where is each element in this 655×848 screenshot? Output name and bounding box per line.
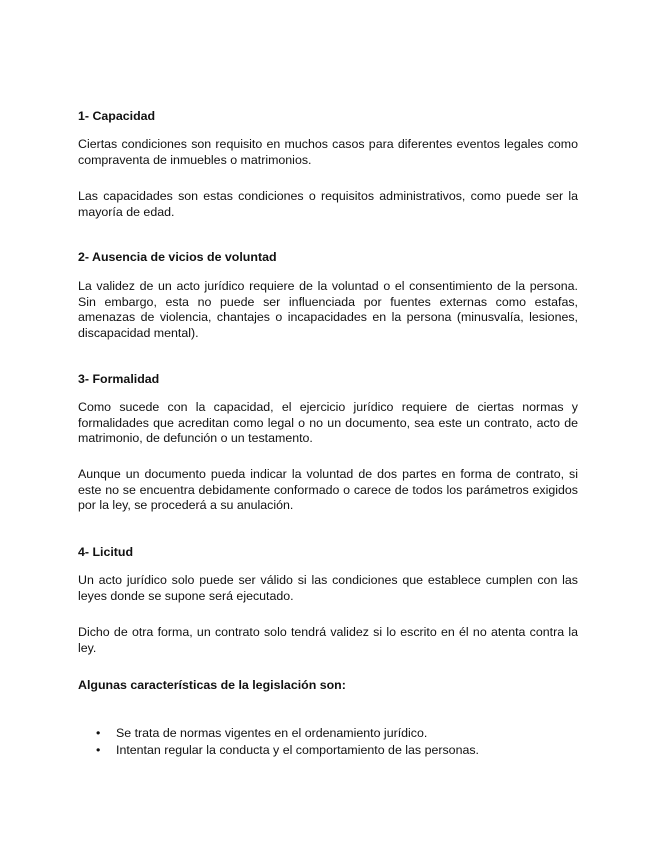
section-heading-ausencia-vicios: 2- Ausencia de vicios de voluntad [78, 250, 277, 264]
paragraph-ausencia-vicios-1: La validez de un acto jurídico requiere de la voluntad o el consentimiento de la persona. Sin embargo, esta no puede ser influenciada por fuentes externas como estafas, amenazas de violencia, chantajes o incapacidades en la persona (minusvalía, lesiones, discapacidad mental). [78, 279, 578, 340]
bullet-icon: • [96, 726, 101, 740]
paragraph-formalidad-2: Aunque un documento pueda indicar la voluntad de dos partes en forma de contrato, si este no se encuentra debidamente conformado o carece de todos los parámetros exigidos por la ley, se procederá a su anulación. [78, 467, 578, 513]
section-heading-capacidad: 1- Capacidad [78, 109, 156, 123]
paragraph-licitud-2: Dicho de otra forma, un contrato solo tendrá validez si lo escrito en él no atenta contra la ley. [78, 625, 578, 655]
paragraph-formalidad-1: Como sucede con la capacidad, el ejercicio jurídico requiere de ciertas normas y formalidades que acreditan como legal o no un documento, sea este un contrato, acto de matrimonio, de defunción o un testamento. [78, 400, 578, 446]
list-item [78, 742, 578, 759]
list-item [78, 725, 578, 742]
paragraph-capacidad-2: Las capacidades son estas condiciones o requisitos administrativos, como puede ser la mayoría de edad. [78, 189, 578, 219]
list-item-text: Intentan regular la conducta y el comportamiento de las personas. [116, 743, 479, 757]
characteristics-list [78, 725, 578, 759]
characteristics-heading: Algunas características de la legislación son: [78, 678, 346, 692]
section-heading-formalidad: 3- Formalidad [78, 372, 160, 386]
paragraph-licitud-1: Un acto jurídico solo puede ser válido si las condiciones que establece cumplen con las leyes donde se supone será ejecutado. [78, 573, 578, 603]
list-item-text: Se trata de normas vigentes en el ordenamiento jurídico. [116, 726, 428, 740]
bullet-icon: • [96, 743, 101, 757]
section-heading-licitud: 4- Licitud [78, 545, 134, 559]
paragraph-capacidad-1: Ciertas condiciones son requisito en muchos casos para diferentes eventos legales como compraventa de inmuebles o matrimonios. [78, 137, 578, 167]
